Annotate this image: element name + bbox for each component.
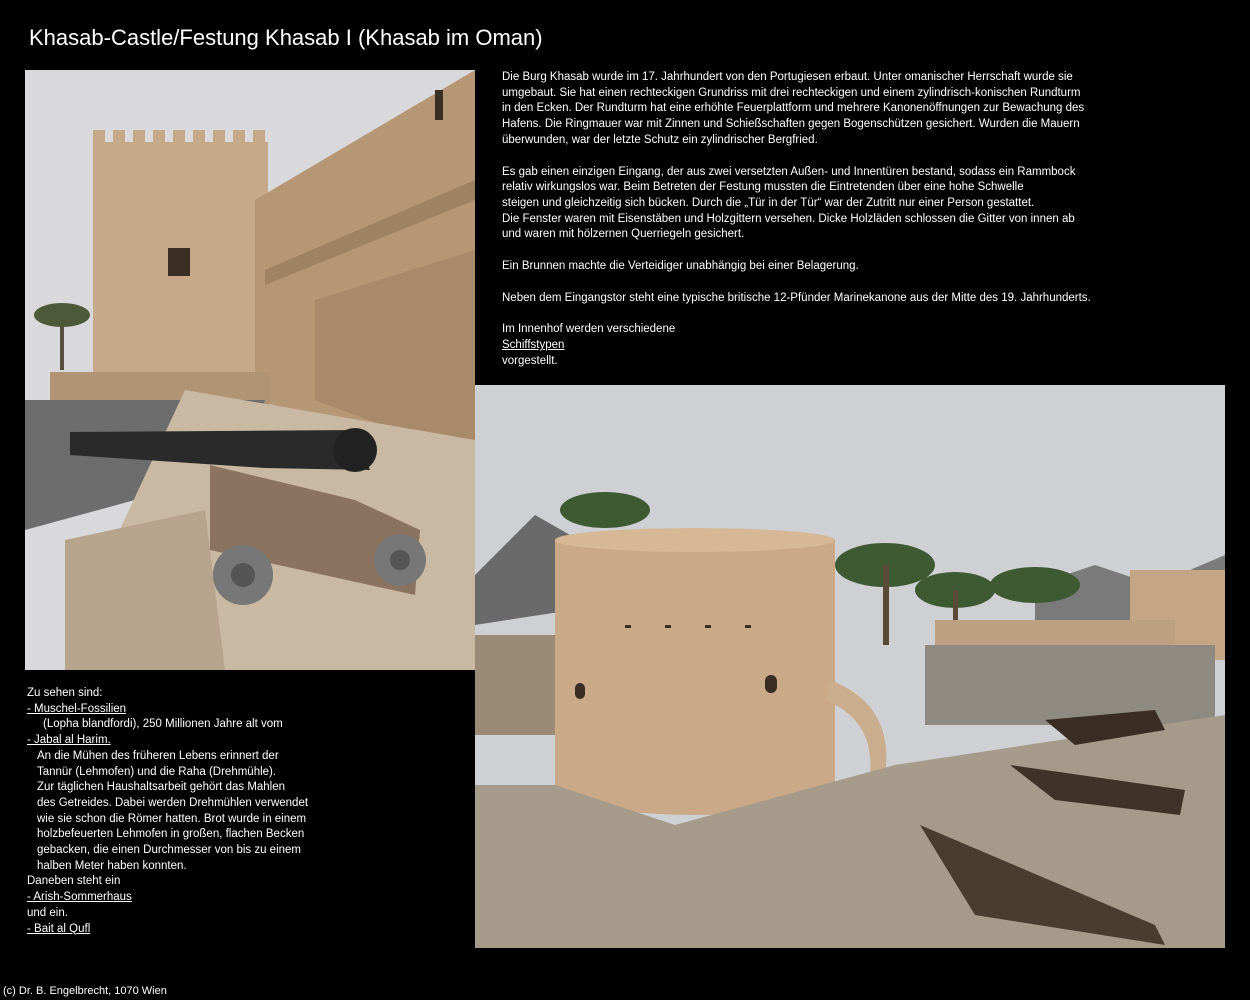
description-paragraph-4: Neben dem Eingangstor steht eine typische britische 12-Pfünder Marinekanone aus der Mitte des 19. Jahrhunderts. [502,291,1091,304]
description-paragraph-1 [502,70,1142,149]
text-line: An die Mühen des früheren Lebens erinnert der [37,749,279,762]
photo-castle-cannon [25,70,475,670]
link-arish-sommerhaus[interactable]: - Arish-Sommerhaus [27,891,132,904]
text-line: Es gab einen einzigen Eingang, der aus zwei versetzten Außen- und Innentüren bestand, sodass ein Rammbock [502,165,1076,178]
text-line: wie sie schon die Römer hatten. Brot wurde in einem [37,812,307,825]
footer-copyright: (c) Dr. B. Engelbrecht, 1070 Wien [3,985,167,997]
text-line: und waren mit hölzernen Querriegeln gesichert. [502,228,745,241]
text-line: Tannür (Lehmofen) und die Raha (Drehmühle). [37,765,277,778]
text-line: des Getreides. Dabei werden Drehmühlen verwendet [37,796,309,809]
link-muschel-fossilien[interactable]: - Muschel-Fossilien [27,702,127,715]
link-schiffstypen[interactable]: Schiffstypen [502,339,565,352]
text-line: (Lopha blandfordi), 250 Millionen Jahre alt vom [43,718,283,731]
text-line: halben Meter haben konnten. [37,859,187,872]
link-bait-al-qufl[interactable]: - Bait al Qufl [27,922,91,935]
text-line: holzbefeuerten Lehmofen in großen, flachen Becken [37,828,305,841]
description-paragraph-3: Ein Brunnen machte die Verteidiger unabhängig bei einer Belagerung. [502,260,859,273]
text-line: in den Ecken. Der Rundturm hat eine erhöhte Feuerplattform und mehrere Kanonenöffnungen zur Bewachung des [502,102,1085,115]
text-line: vorgestellt. [502,354,558,367]
text-line: überwunden, war der letzte Schutz ein zylindrischer Bergfried. [502,133,818,146]
link-jabal-al-harim[interactable]: - Jabal al Harim. [27,734,111,747]
sidebar-text [27,686,327,937]
description-paragraph-5 [502,322,1142,369]
text-line: Im Innenhof werden verschiedene [502,323,676,336]
text-line: Hafens. Die Ringmauer war mit Zinnen und Schießschaften gegen Bogenschützen gesichert. Wurden die Mauern [502,118,1080,131]
text-line: umgebaut. Sie hat einen rechteckigen Grundriss mit drei rechteckigen und einem zylindrisch-konischen Rundturm [502,86,1081,99]
description-text [502,70,1142,370]
text-line: Die Burg Khasab wurde im 17. Jahrhundert von den Portugiesen erbaut. Unter omanischer Herrschaft wurde sie [502,71,1073,83]
sidebar-intro: Zu sehen sind: [27,687,103,699]
text-line: gebacken, die einen Durchmesser von bis zu einem [37,844,302,857]
text-line: relativ wirkungslos war. Beim Betreten der Festung mussten die Eintretenden über eine hohe Schwelle [502,181,1024,194]
text-line: Daneben steht ein [27,875,121,888]
text-line: steigen und gleichzeitig sich bücken. Durch die „Tür in der Tür“ war der Zutritt nur einer Person gestattet. [502,196,1035,209]
text-line: Die Fenster waren mit Eisenstäben und Holzgittern versehen. Dicke Holzläden schlossen die Gitter von innen ab [502,212,1075,225]
text-line: und ein. [27,906,68,919]
description-paragraph-2 [502,165,1142,244]
photo-castle-courtyard [475,385,1225,948]
text-line: Zur täglichen Haushaltsarbeit gehört das Mahlen [37,781,286,794]
page-title: Khasab-Castle/Festung Khasab I (Khasab im Oman) [29,25,543,50]
